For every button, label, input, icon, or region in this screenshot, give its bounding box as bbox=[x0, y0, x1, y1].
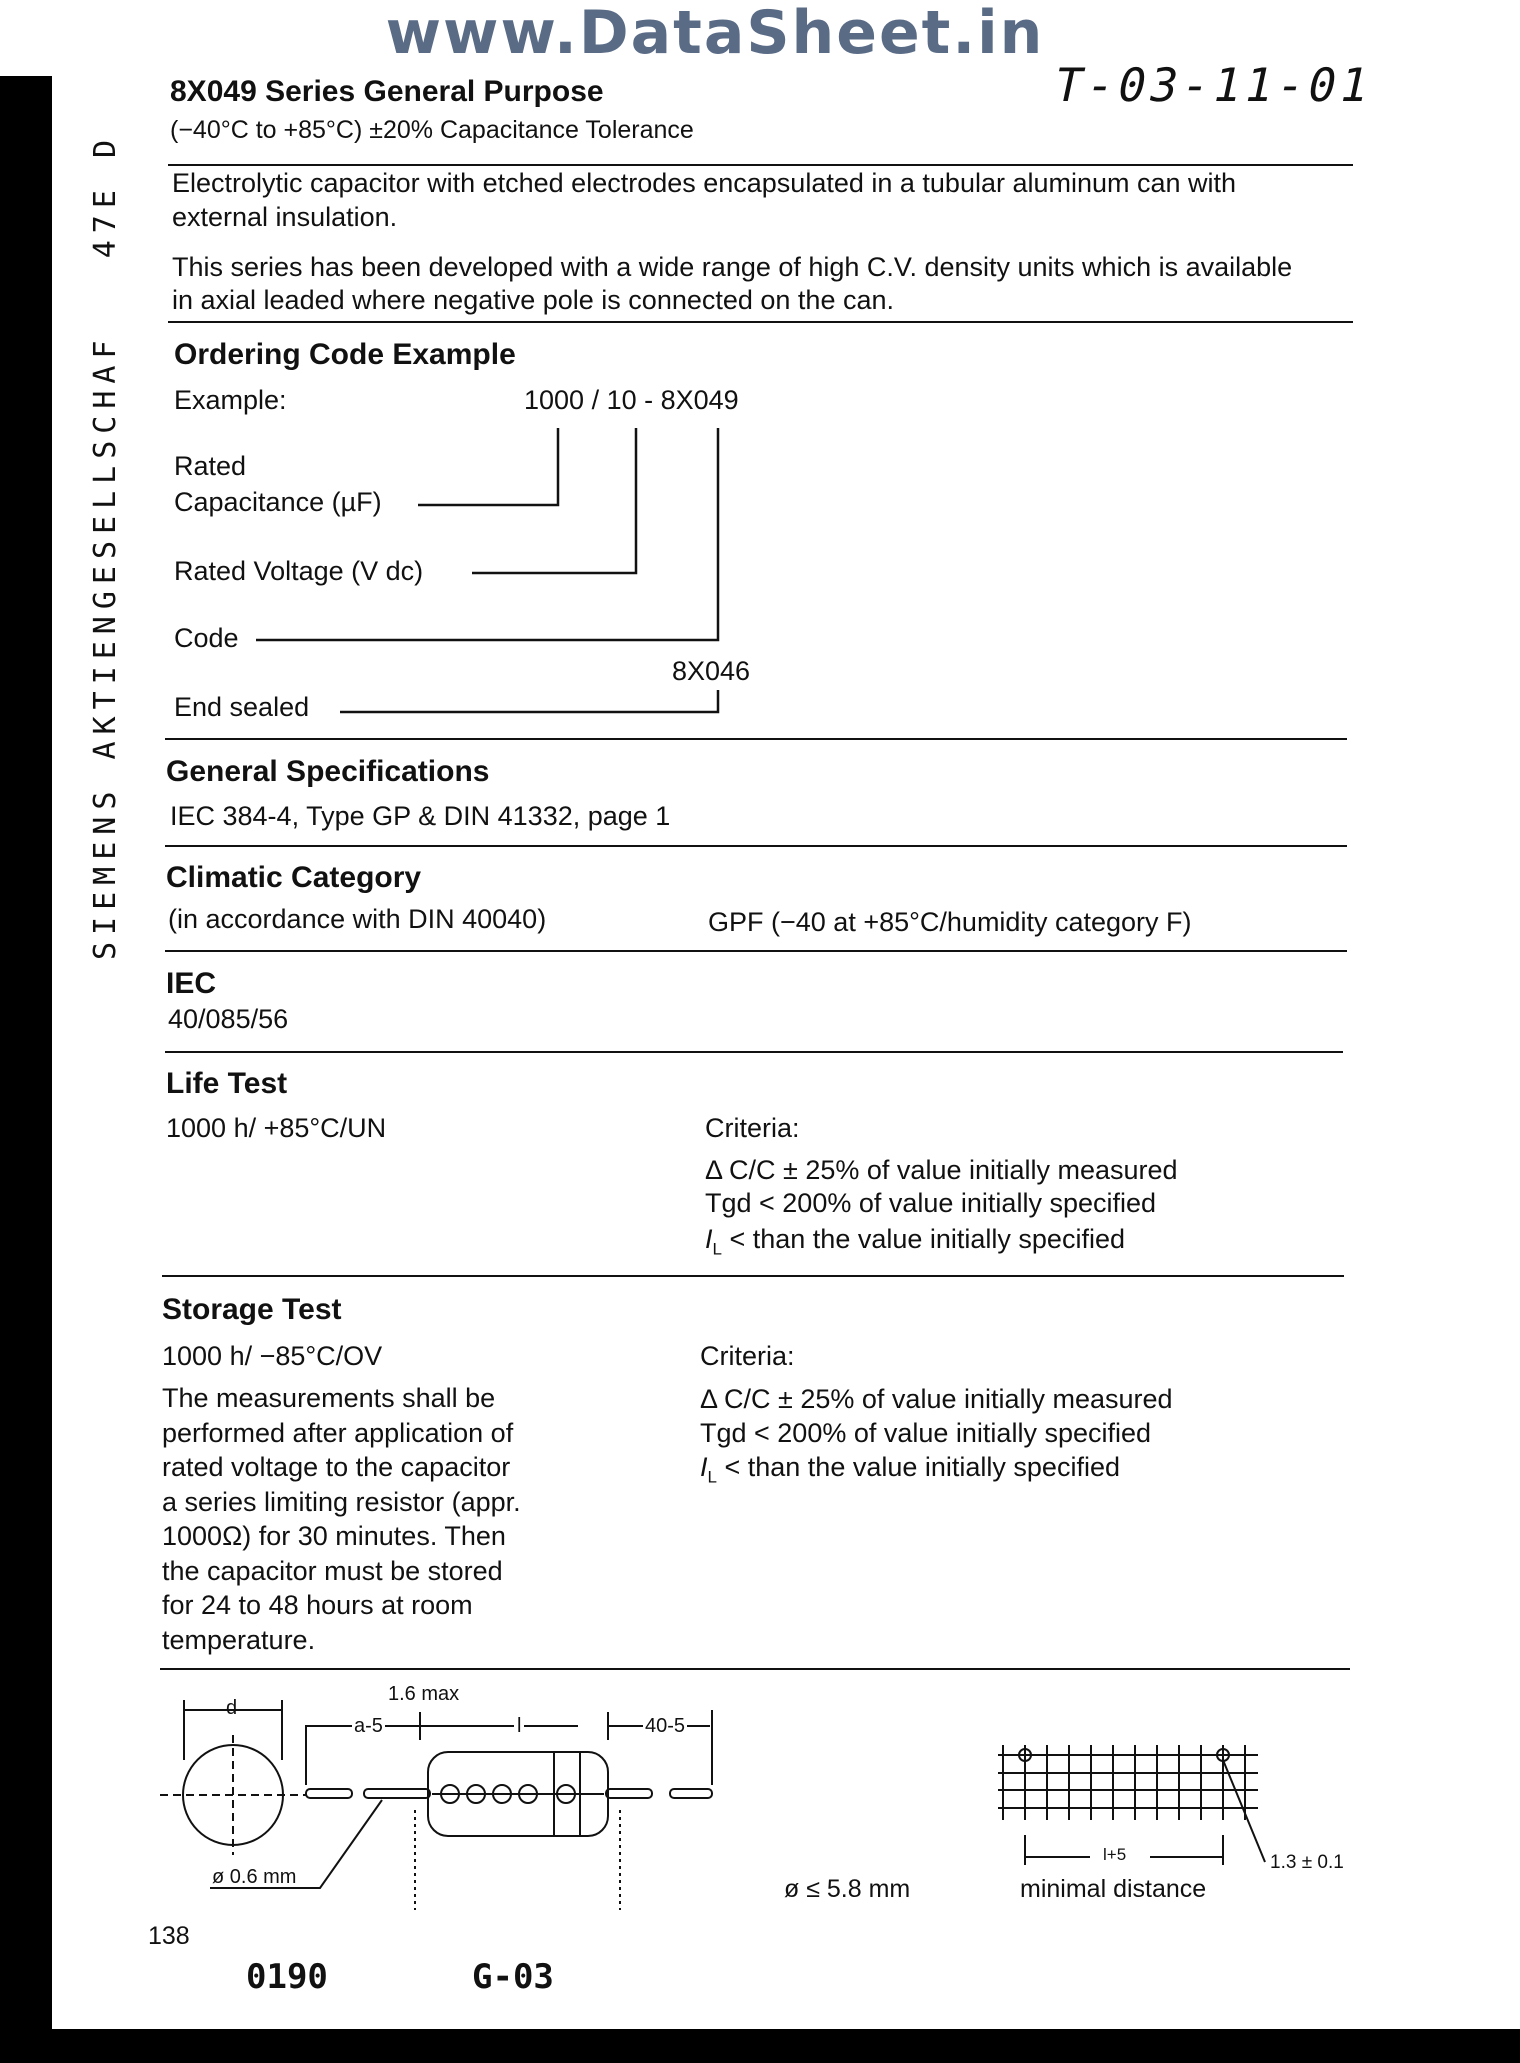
page-number: 138 bbox=[148, 1922, 190, 1950]
leakage-text: < than the value initially specified bbox=[721, 1224, 1125, 1254]
watermark-url[interactable]: www.DataSheet.in bbox=[385, 0, 1045, 68]
dim-d-label: d bbox=[226, 1697, 238, 1719]
storage-criteria: Δ C/C ± 25% of value initially measured bbox=[700, 1384, 1173, 1414]
leakage-subscript: L bbox=[707, 1467, 717, 1487]
pitch-label: l+5 bbox=[1100, 1845, 1129, 1865]
storage-desc-line: temperature. bbox=[162, 1624, 316, 1655]
minimal-distance-label: minimal distance bbox=[1020, 1875, 1207, 1903]
rated-capacitance-label: Capacitance (µF) bbox=[174, 487, 382, 517]
storage-desc-line: rated voltage to the capacitor bbox=[162, 1452, 511, 1482]
intro-line: external insulation. bbox=[172, 202, 398, 232]
life-criteria-label: Criteria: bbox=[705, 1113, 800, 1143]
climatic-heading: Climatic Category bbox=[166, 861, 422, 894]
ordering-heading: Ordering Code Example bbox=[174, 338, 516, 371]
storage-condition: 1000 h/ −85°C/OV bbox=[162, 1341, 383, 1371]
body-diameter-label: ø ≤ 5.8 mm bbox=[784, 1875, 911, 1903]
intro-line: Electrolytic capacitor with etched electrodes encapsulated in a tubular aluminum can with bbox=[172, 168, 1237, 198]
iec-text: 40/085/56 bbox=[168, 1004, 289, 1034]
footer-code: G-03 bbox=[472, 1957, 554, 1997]
life-criteria: Δ C/C ± 25% of value initially measured bbox=[705, 1155, 1178, 1185]
leakage-subscript: L bbox=[712, 1239, 722, 1259]
general-text: IEC 384-4, Type GP & DIN 41332, page 1 bbox=[170, 801, 671, 831]
alt-code: 8X046 bbox=[672, 656, 751, 686]
life-heading: Life Test bbox=[166, 1067, 288, 1100]
intro-line: This series has been developed with a wide range of high C.V. density units which is available bbox=[172, 252, 1293, 282]
climatic-left: (in accordance with DIN 40040) bbox=[168, 904, 547, 934]
example-code: 1000 / 10 - 8X049 bbox=[524, 385, 739, 415]
lead-diameter-label: ø 0.6 mm bbox=[212, 1866, 297, 1888]
storage-desc-line: for 24 to 48 hours at room bbox=[162, 1590, 473, 1620]
storage-desc-line: The measurements shall be bbox=[162, 1383, 496, 1413]
rated-voltage-label: Rated Voltage (V dc) bbox=[174, 556, 424, 586]
climatic-right: GPF (−40 at +85°C/humidity category F) bbox=[708, 907, 1192, 937]
dim-a5-label: a-5 bbox=[354, 1715, 383, 1737]
page-title: 8X049 Series General Purpose bbox=[170, 75, 604, 108]
intro-line: in axial leaded where negative pole is connected on the can. bbox=[172, 285, 894, 315]
dim-l-label: l bbox=[514, 1715, 524, 1738]
dim-405-label: 40-5 bbox=[645, 1715, 686, 1737]
code-label: Code bbox=[174, 623, 239, 653]
iec-heading: IEC bbox=[166, 967, 217, 1000]
side-vertical-text: SIEMENS AKTIENGESELLSCHAF 47E D bbox=[88, 132, 123, 960]
general-heading: General Specifications bbox=[166, 755, 490, 788]
storage-desc-line: the capacitor must be stored bbox=[162, 1555, 503, 1586]
rated-capacitance-label: Rated bbox=[174, 451, 247, 481]
leakage-symbol: I bbox=[705, 1224, 713, 1254]
life-criteria: Tgd < 200% of value initially specified bbox=[705, 1188, 1157, 1218]
life-condition: 1000 h/ +85°C/UN bbox=[166, 1113, 387, 1143]
storage-desc-line: a series limiting resistor (appr. bbox=[162, 1486, 521, 1517]
storage-heading: Storage Test bbox=[162, 1293, 342, 1326]
dim-max-label: 1.6 max bbox=[388, 1683, 460, 1705]
storage-criteria: Tgd < 200% of value initially specified bbox=[700, 1418, 1152, 1448]
storage-desc-line: performed after application of bbox=[162, 1417, 514, 1448]
storage-criteria-label: Criteria: bbox=[700, 1341, 795, 1371]
page-subtitle: (−40°C to +85°C) ±20% Capacitance Tolerance bbox=[170, 116, 694, 144]
example-label: Example: bbox=[174, 385, 287, 415]
handwritten-stamp: T-03-11-01 bbox=[1049, 58, 1378, 112]
leakage-text: < than the value initially specified bbox=[716, 1452, 1120, 1482]
footer-code: 0190 bbox=[246, 1957, 328, 1997]
leakage-symbol: I bbox=[700, 1452, 708, 1482]
hole-tolerance-label: 1.3 ± 0.1 bbox=[1270, 1852, 1344, 1873]
end-sealed-label: End sealed bbox=[174, 692, 310, 722]
storage-desc-line: 1000Ω) for 30 minutes. Then bbox=[162, 1521, 506, 1551]
